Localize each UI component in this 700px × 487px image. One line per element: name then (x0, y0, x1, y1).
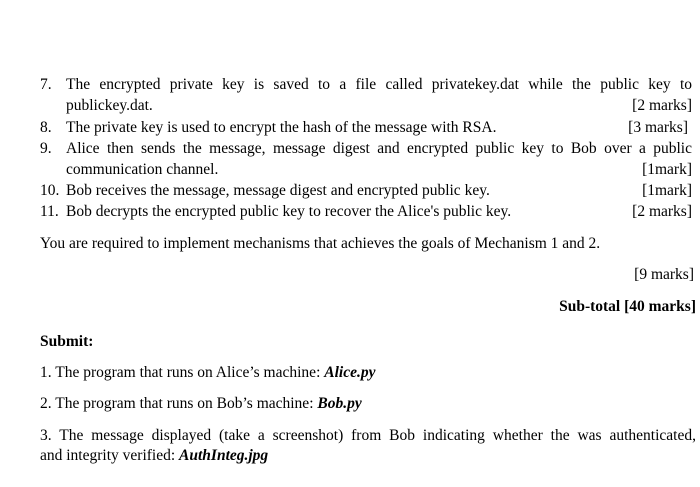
submit-heading: Submit: (40, 333, 94, 350)
item-marks: [1mark] (642, 161, 692, 178)
submit-item-text: and integrity verified: (40, 447, 180, 464)
submit-item-text: 1. The program that runs on Alice’s machine: (40, 364, 325, 381)
submit-item-2 (40, 394, 694, 414)
item-number: 11. (40, 203, 59, 220)
submit-item-text-line1: 3. The message displayed (take a screenshot) from Bob indicating whether the was authenticated, (40, 427, 696, 444)
submit-item-filename: Bob.py (317, 395, 362, 412)
item-text-line2: communication channel. (66, 161, 219, 178)
item-text-line1: The private key is used to encrypt the hash of the message with RSA. (66, 119, 497, 136)
requirement-text: You are required to implement mechanisms that achieves the goals of Mechanism 1 and 2. (40, 235, 601, 252)
item-text-line1: Alice then sends the message, message digest and encrypted public key to Bob over a public (66, 140, 692, 157)
submit-item-filename: Alice.py (324, 364, 376, 381)
item-number: 8. (40, 119, 52, 136)
submit-item-1 (40, 363, 694, 383)
submit-item-text: 2. The program that runs on Bob’s machine: (40, 395, 318, 412)
item-marks: [2 marks] (632, 97, 692, 114)
item-text-line1: Bob decrypts the encrypted public key to recover the Alice's public key. (66, 203, 512, 220)
item-text-line2: publickey.dat. (66, 97, 153, 114)
item-marks: [1mark] (642, 182, 692, 199)
submit-item-filename: AuthInteg.jpg (179, 447, 269, 464)
submit-item-line2 (40, 446, 696, 466)
requirement-marks: [9 marks] (634, 266, 694, 283)
item-marks: [3 marks] (628, 119, 688, 136)
item-number: 10. (40, 182, 60, 199)
item-text-line1: The encrypted private key is saved to a file called privatekey.dat while the public key to (66, 76, 692, 93)
item-number: 7. (40, 76, 52, 93)
item-number: 9. (40, 140, 52, 157)
subtotal: Sub-total [40 marks] (559, 298, 696, 315)
submit-item-3 (40, 426, 696, 466)
item-marks: [2 marks] (632, 203, 692, 220)
item-text-line1: Bob receives the message, message digest and encrypted public key. (66, 182, 490, 199)
